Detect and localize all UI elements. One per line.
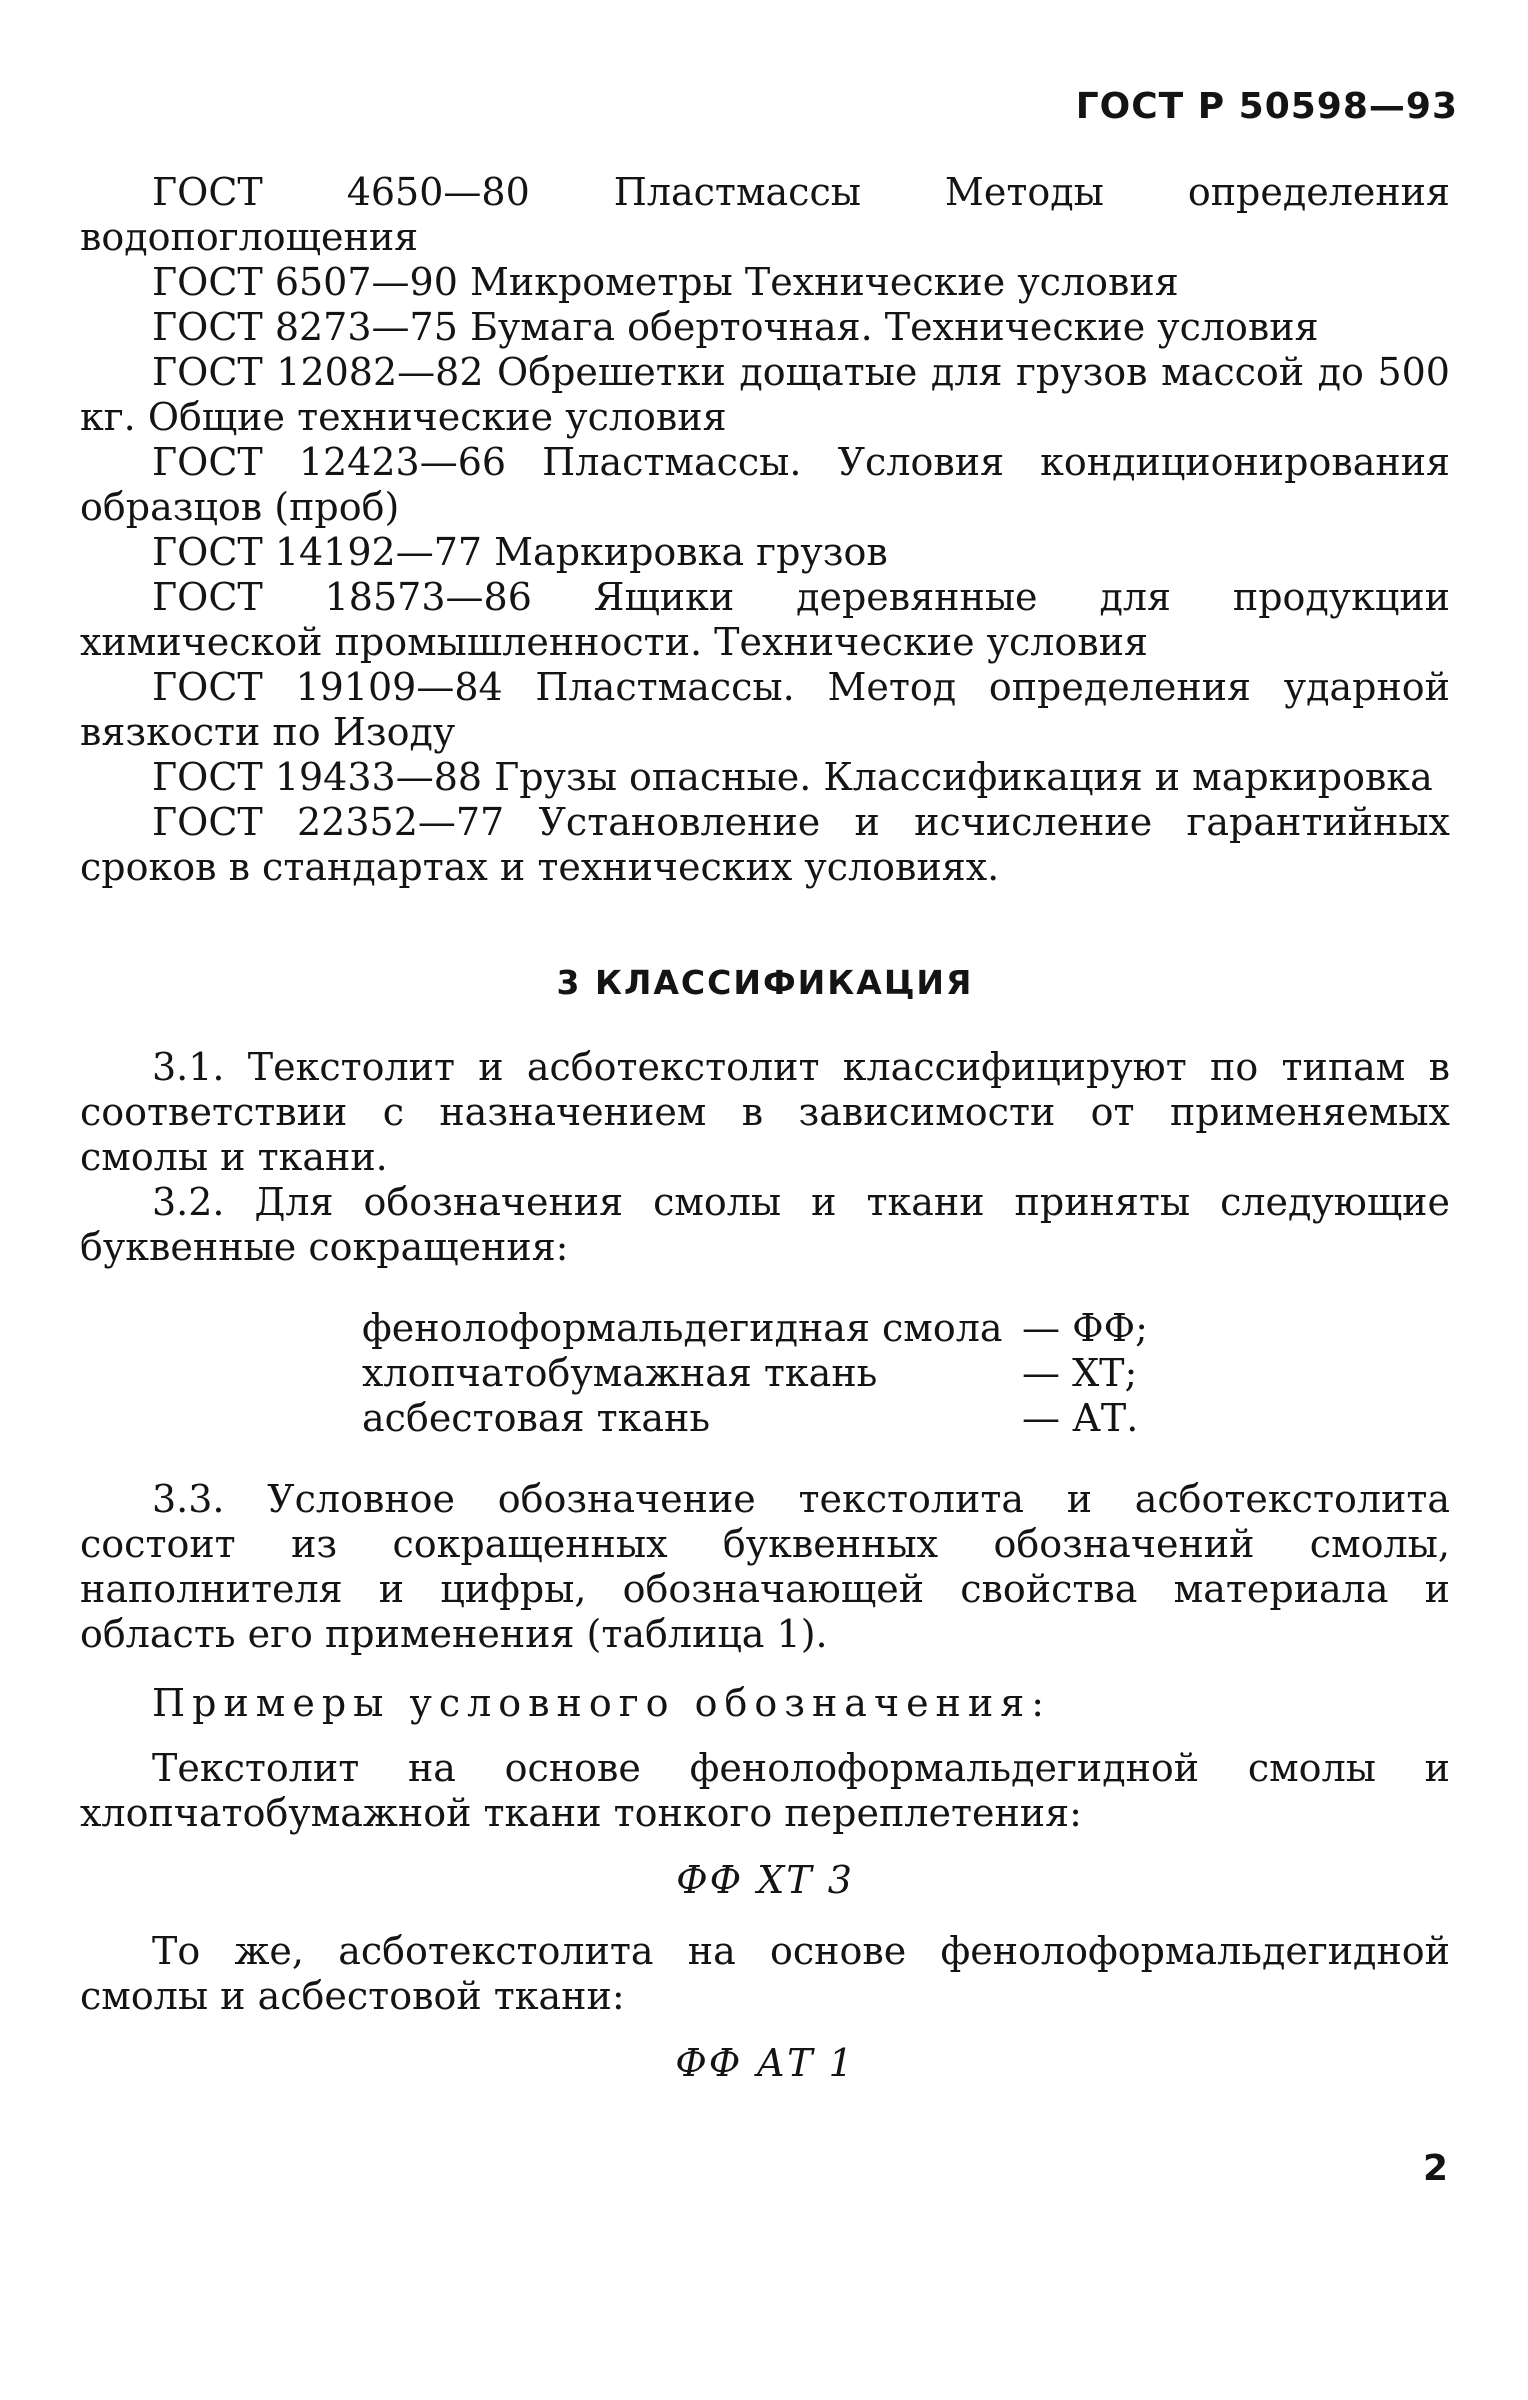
abbreviation-code: — АТ. <box>1022 1396 1139 1440</box>
page-number: 2 <box>1422 2148 1448 2189</box>
abbreviation-row <box>362 1351 1148 1396</box>
example-1-code: ФФ ХТ 3 <box>676 1858 854 1902</box>
reference-item: ГОСТ 8273—75 Бумага оберточная. Технические условия <box>152 305 1319 349</box>
abbreviation-row <box>362 1306 1148 1351</box>
document-header: ГОСТ Р 50598—93 <box>1075 86 1458 127</box>
normative-references-list <box>80 170 1450 890</box>
abbreviation-name: фенолоформальдегидная смола <box>362 1306 1003 1350</box>
abbreviation-name: асбестовая ткань <box>362 1396 711 1440</box>
reference-item: ГОСТ 12082—82 Обрешетки дощатые для грузов массой до 500 кг. Общие технические условия <box>80 350 1450 439</box>
reference-item: ГОСТ 4650—80 Пластмассы Методы определения водопоглощения <box>80 170 1450 259</box>
section-title: 3 КЛАССИФИКАЦИЯ <box>556 963 974 1002</box>
paragraph-3-1: 3.1. Текстолит и асботекстолит классифицируют по типам в соответствии с назначением в зависимости от применяемых смолы и ткани. <box>80 1045 1450 1179</box>
abbreviation-name: хлопчатобумажная ткань <box>362 1351 878 1395</box>
abbreviations-table <box>362 1306 1148 1441</box>
reference-item: ГОСТ 12423—66 Пластмассы. Условия кондиционирования образцов (проб) <box>80 440 1450 529</box>
abbreviation-code: — ХТ; <box>1022 1351 1138 1395</box>
example-2-code: ФФ АТ 1 <box>675 2041 855 2085</box>
example-1-description: Текстолит на основе фенолоформальдегидной смолы и хлопчатобумажной ткани тонкого переплетения: <box>80 1746 1450 1835</box>
paragraph-3-2: 3.2. Для обозначения смолы и ткани приняты следующие буквенные сокращения: <box>80 1180 1450 1269</box>
paragraph-3-3: 3.3. Условное обозначение текстолита и асботекстолита состоит из сокращенных буквенных обозначений смолы, наполнителя и цифры, обозначающей свойства материала и область его применения (таблица 1). <box>80 1477 1450 1656</box>
abbreviation-row <box>362 1396 1148 1441</box>
reference-item: ГОСТ 14192—77 Маркировка грузов <box>152 530 888 574</box>
reference-item: ГОСТ 22352—77 Установление и исчисление гарантийных сроков в стандартах и технических условиях. <box>80 800 1450 889</box>
abbreviation-code: — ФФ; <box>1022 1306 1148 1350</box>
reference-item: ГОСТ 18573—86 Ящики деревянные для продукции химической промышленности. Технические условия <box>80 575 1450 664</box>
examples-heading: Примеры условного обозначения: <box>152 1681 1051 1725</box>
reference-item: ГОСТ 19433—88 Грузы опасные. Классификация и маркировка <box>152 755 1433 799</box>
example-2-description: То же, асботекстолита на основе фенолоформальдегидной смолы и асбестовой ткани: <box>80 1929 1450 2018</box>
document-body <box>80 170 1450 2112</box>
reference-item: ГОСТ 19109—84 Пластмассы. Метод определения ударной вязкости по Изоду <box>80 665 1450 754</box>
reference-item: ГОСТ 6507—90 Микрометры Технические условия <box>152 260 1179 304</box>
